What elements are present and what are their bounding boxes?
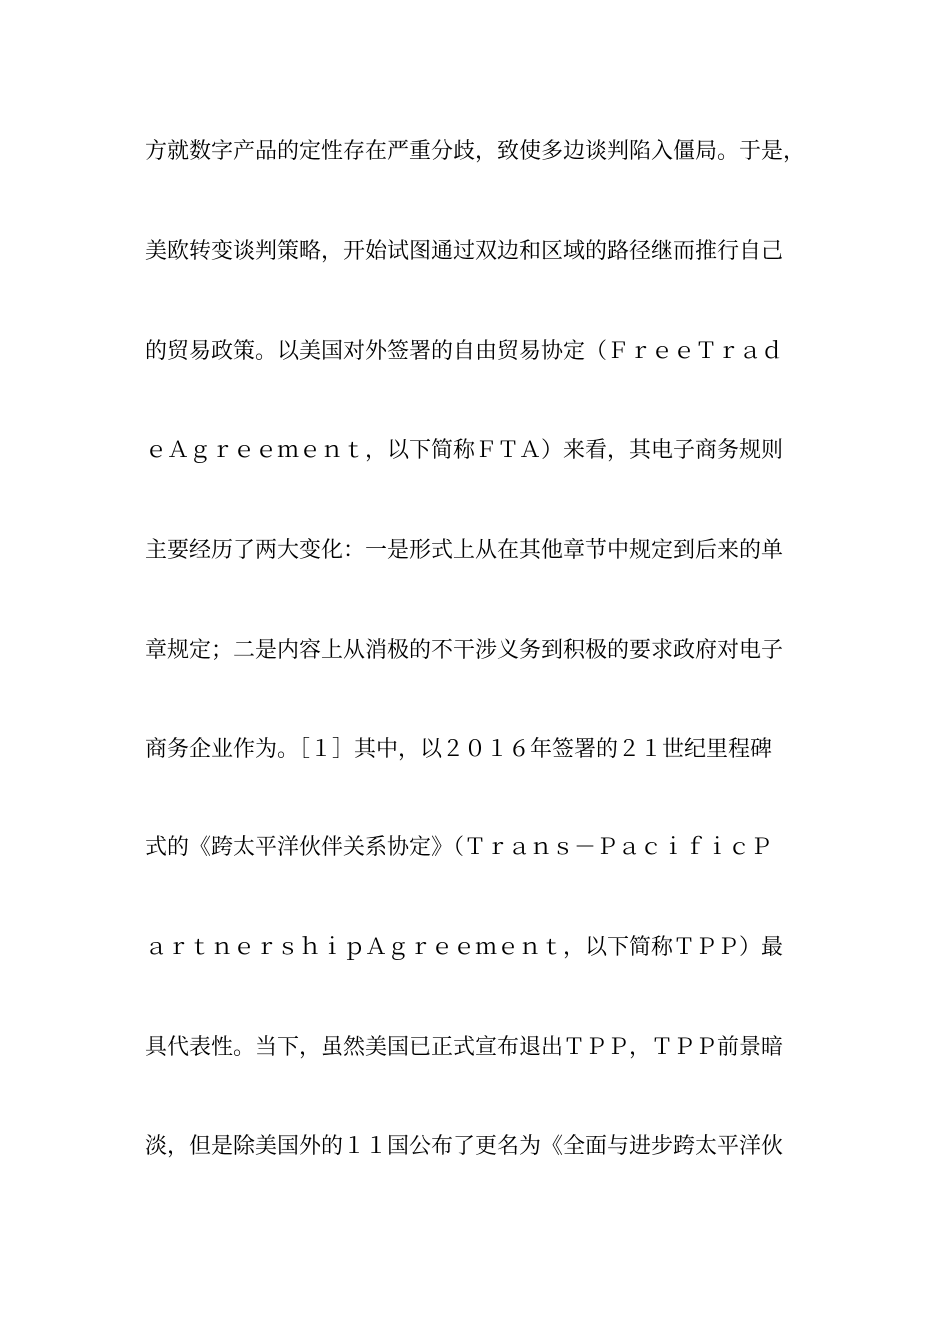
paragraph-line-3: 的贸易政策。以美国对外签署的自由贸易协定（ＦｒｅｅＴｒａｄ xyxy=(145,339,784,364)
paragraph-line-11: 淡，但是除美国外的１１国公布了更名为《全面与进步跨太平洋伙 xyxy=(145,1134,784,1159)
paragraph-line-2: 美欧转变谈判策略，开始试图通过双边和区域的路径继而推行自己 xyxy=(145,239,784,264)
paragraph-line-8: 式的《跨太平洋伙伴关系协定》（Ｔｒａｎｓ－ＰａｃｉｆｉｃＰ xyxy=(145,835,773,860)
paragraph-line-1: 方就数字产品的定性存在严重分歧，致使多边谈判陷入僵局。于是， xyxy=(145,139,806,164)
paragraph-line-5: 主要经历了两大变化：一是形式上从在其他章节中规定到后来的单 xyxy=(145,538,784,563)
paragraph-line-10: 具代表性。当下，虽然美国已正式宣布退出ＴＰＰ，ＴＰＰ前景暗 xyxy=(145,1035,784,1060)
paragraph-line-9: ａｒｔｎｅｒｓｈｉｐＡｇｒｅｅｍｅｎｔ，以下简称ＴＰＰ）最 xyxy=(145,935,784,960)
paragraph-line-4: ｅＡｇｒｅｅｍｅｎｔ，以下简称ＦＴＡ）来看，其电子商务规则 xyxy=(145,438,784,463)
paragraph-line-7: 商务企业作为。［１］其中，以２０１６年签署的２１世纪里程碑 xyxy=(145,737,773,762)
paragraph-line-6: 章规定；二是内容上从消极的不干涉义务到积极的要求政府对电子 xyxy=(145,638,784,663)
